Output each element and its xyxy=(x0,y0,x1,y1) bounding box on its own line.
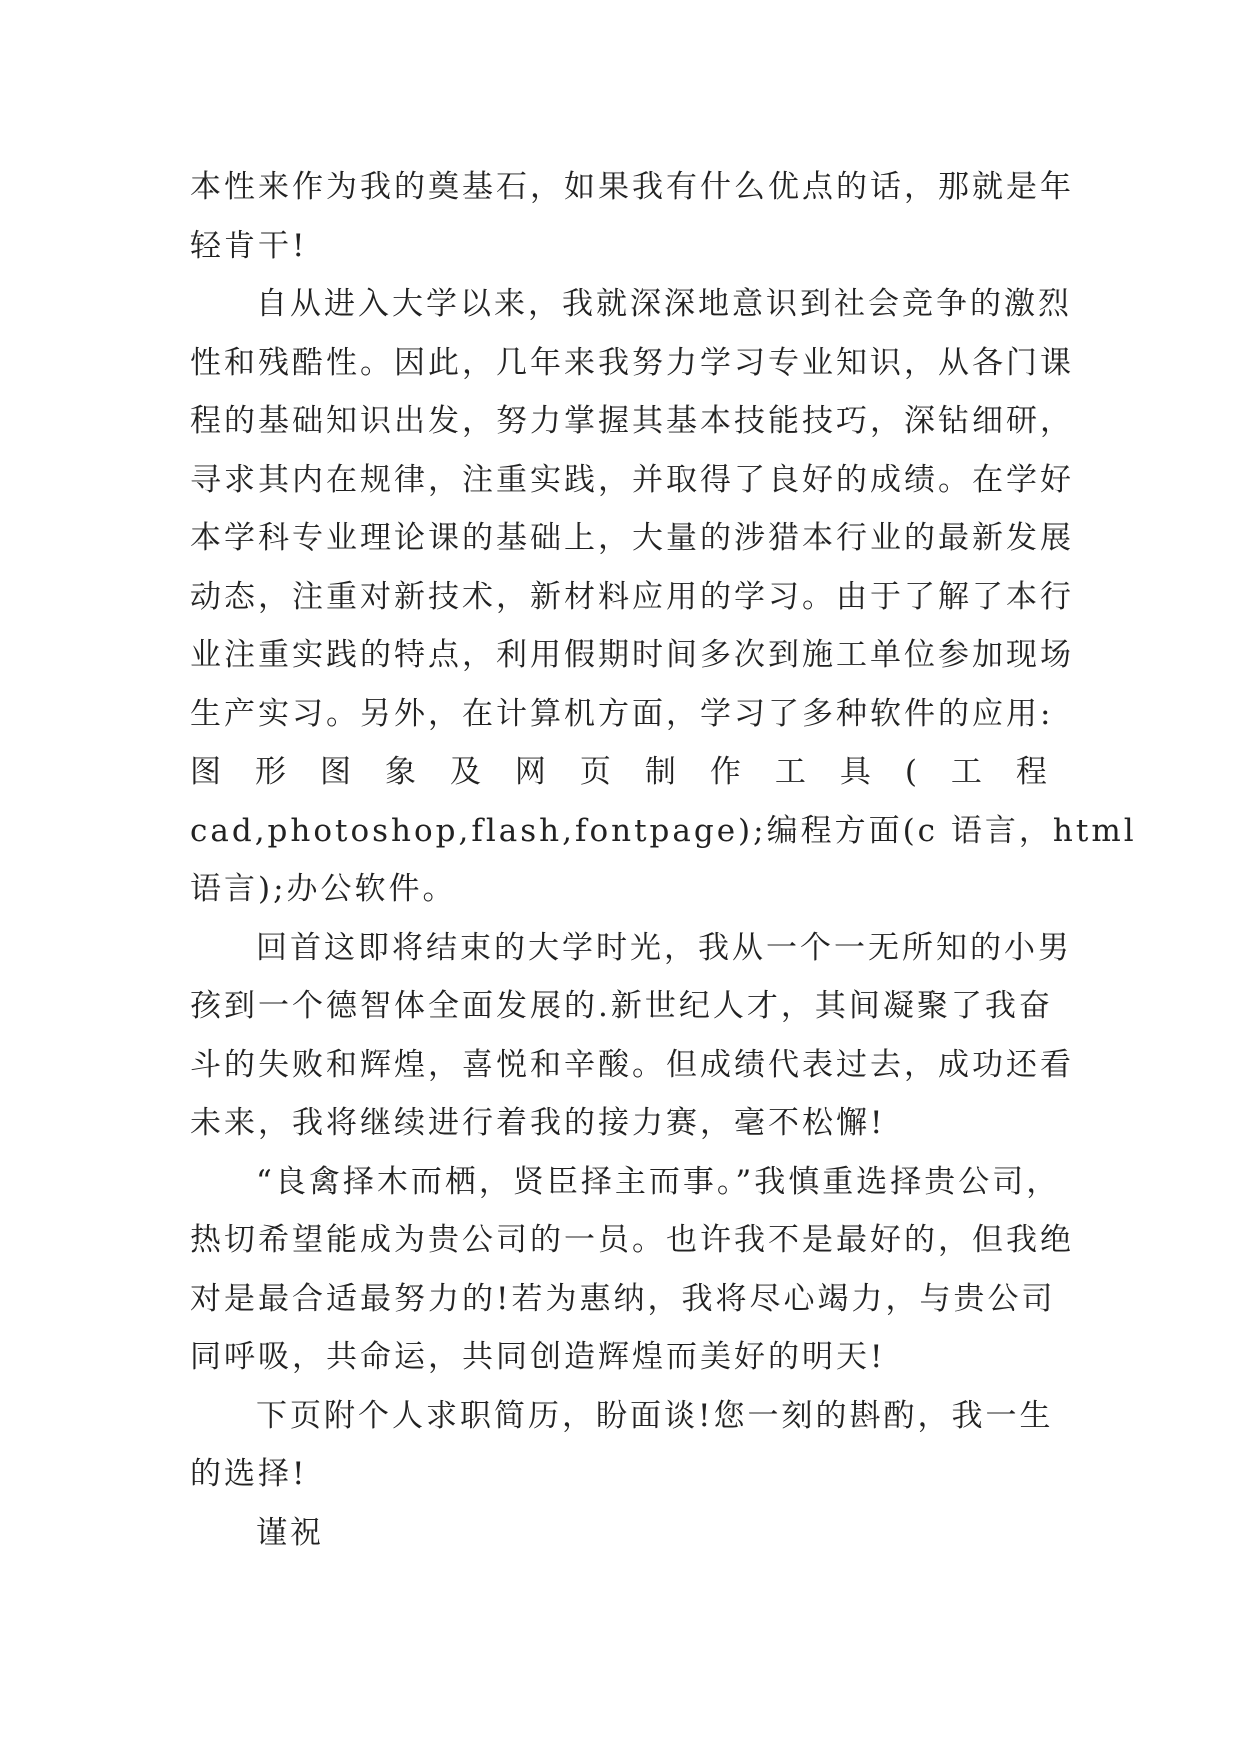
justified-text-line xyxy=(190,743,1050,802)
text-line: 同呼吸，共命运，共同创造辉煌而美好的明天! xyxy=(190,1339,886,1375)
spread-char: 图 xyxy=(190,754,224,790)
text-line: 本学科专业理论课的基础上，大量的涉猎本行业的最新发展 xyxy=(190,520,1074,556)
text-line: 未来，我将继续进行着我的接力赛，毫不松懈! xyxy=(190,1105,886,1141)
closing-salutation xyxy=(190,1504,1050,1563)
text-line: 对是最合适最努力的!若为惠纳，我将尽心竭力，与贵公司 xyxy=(190,1280,1056,1317)
text-line: 孩到一个德智体全面发展的.新世纪人才，其间凝聚了我奋 xyxy=(190,988,1053,1024)
spread-char: 网 xyxy=(514,754,549,790)
spread-char: ( xyxy=(904,754,920,790)
text-line: 性和残酷性。因此，几年来我努力学习专业知识，从各门课 xyxy=(190,344,1074,381)
text-line: 轻肯干! xyxy=(190,227,308,264)
spread-char: 工 xyxy=(950,754,985,790)
text-line: 语言);办公软件。 xyxy=(190,871,457,907)
spread-char: 形 xyxy=(254,754,289,790)
paragraph-5 xyxy=(190,1387,1054,1504)
spread-char: 程 xyxy=(1015,754,1050,790)
text-line: 下页附个人求职简历，盼面谈!您一刻的斟酌，我一生 xyxy=(256,1397,1054,1434)
spread-char: 具 xyxy=(839,754,874,790)
spread-char: 页 xyxy=(579,754,614,790)
text-line: 回首这即将结束的大学时光，我从一个一无所知的小男 xyxy=(256,929,1072,966)
text-line: 的选择! xyxy=(190,1456,308,1492)
text-line: 本性来作为我的奠基石，如果我有什么优点的话，那就是年 xyxy=(190,169,1074,205)
text-line: 程的基础知识出发，努力掌握其基本技能技巧，深钻细研， xyxy=(190,403,1074,439)
paragraph-2 xyxy=(190,275,1137,919)
paragraph-3 xyxy=(190,919,1074,1153)
text-line: 生产实习。另外，在计算机方面，学习了多种软件的应用: xyxy=(190,695,1054,732)
paragraph-4 xyxy=(190,1153,1074,1387)
spread-char: 图 xyxy=(319,754,354,790)
text-line: “良禽择木而栖，贤臣择主而事。”我慎重选择贵公司， xyxy=(256,1163,1061,1200)
text-line: cad,photoshop,flash,fontpage);编程方面(c 语言，html xyxy=(190,812,1137,849)
text-line: 自从进入大学以来，我就深深地意识到社会竞争的激烈 xyxy=(256,286,1072,322)
text-line: 斗的失败和辉煌，喜悦和辛酸。但成绩代表过去，成功还看 xyxy=(190,1046,1074,1083)
text-line: 寻求其内在规律，注重实践，并取得了良好的成绩。在学好 xyxy=(190,461,1074,498)
spread-char: 作 xyxy=(709,754,744,790)
letter-body xyxy=(190,158,1137,1562)
text-line: 热切希望能成为贵公司的一员。也许我不是最好的，但我绝 xyxy=(190,1222,1074,1258)
paragraph-1 xyxy=(190,158,1074,275)
spread-char: 制 xyxy=(644,754,679,790)
spread-char: 象 xyxy=(384,754,419,790)
text-line: 业注重实践的特点，利用假期时间多次到施工单位参加现场 xyxy=(190,637,1074,673)
closing-text: 谨祝 xyxy=(256,1514,324,1551)
text-line: 动态，注重对新技术，新材料应用的学习。由于了解了本行 xyxy=(190,578,1074,615)
spread-char: 及 xyxy=(449,754,484,790)
spread-char: 工 xyxy=(774,754,809,790)
